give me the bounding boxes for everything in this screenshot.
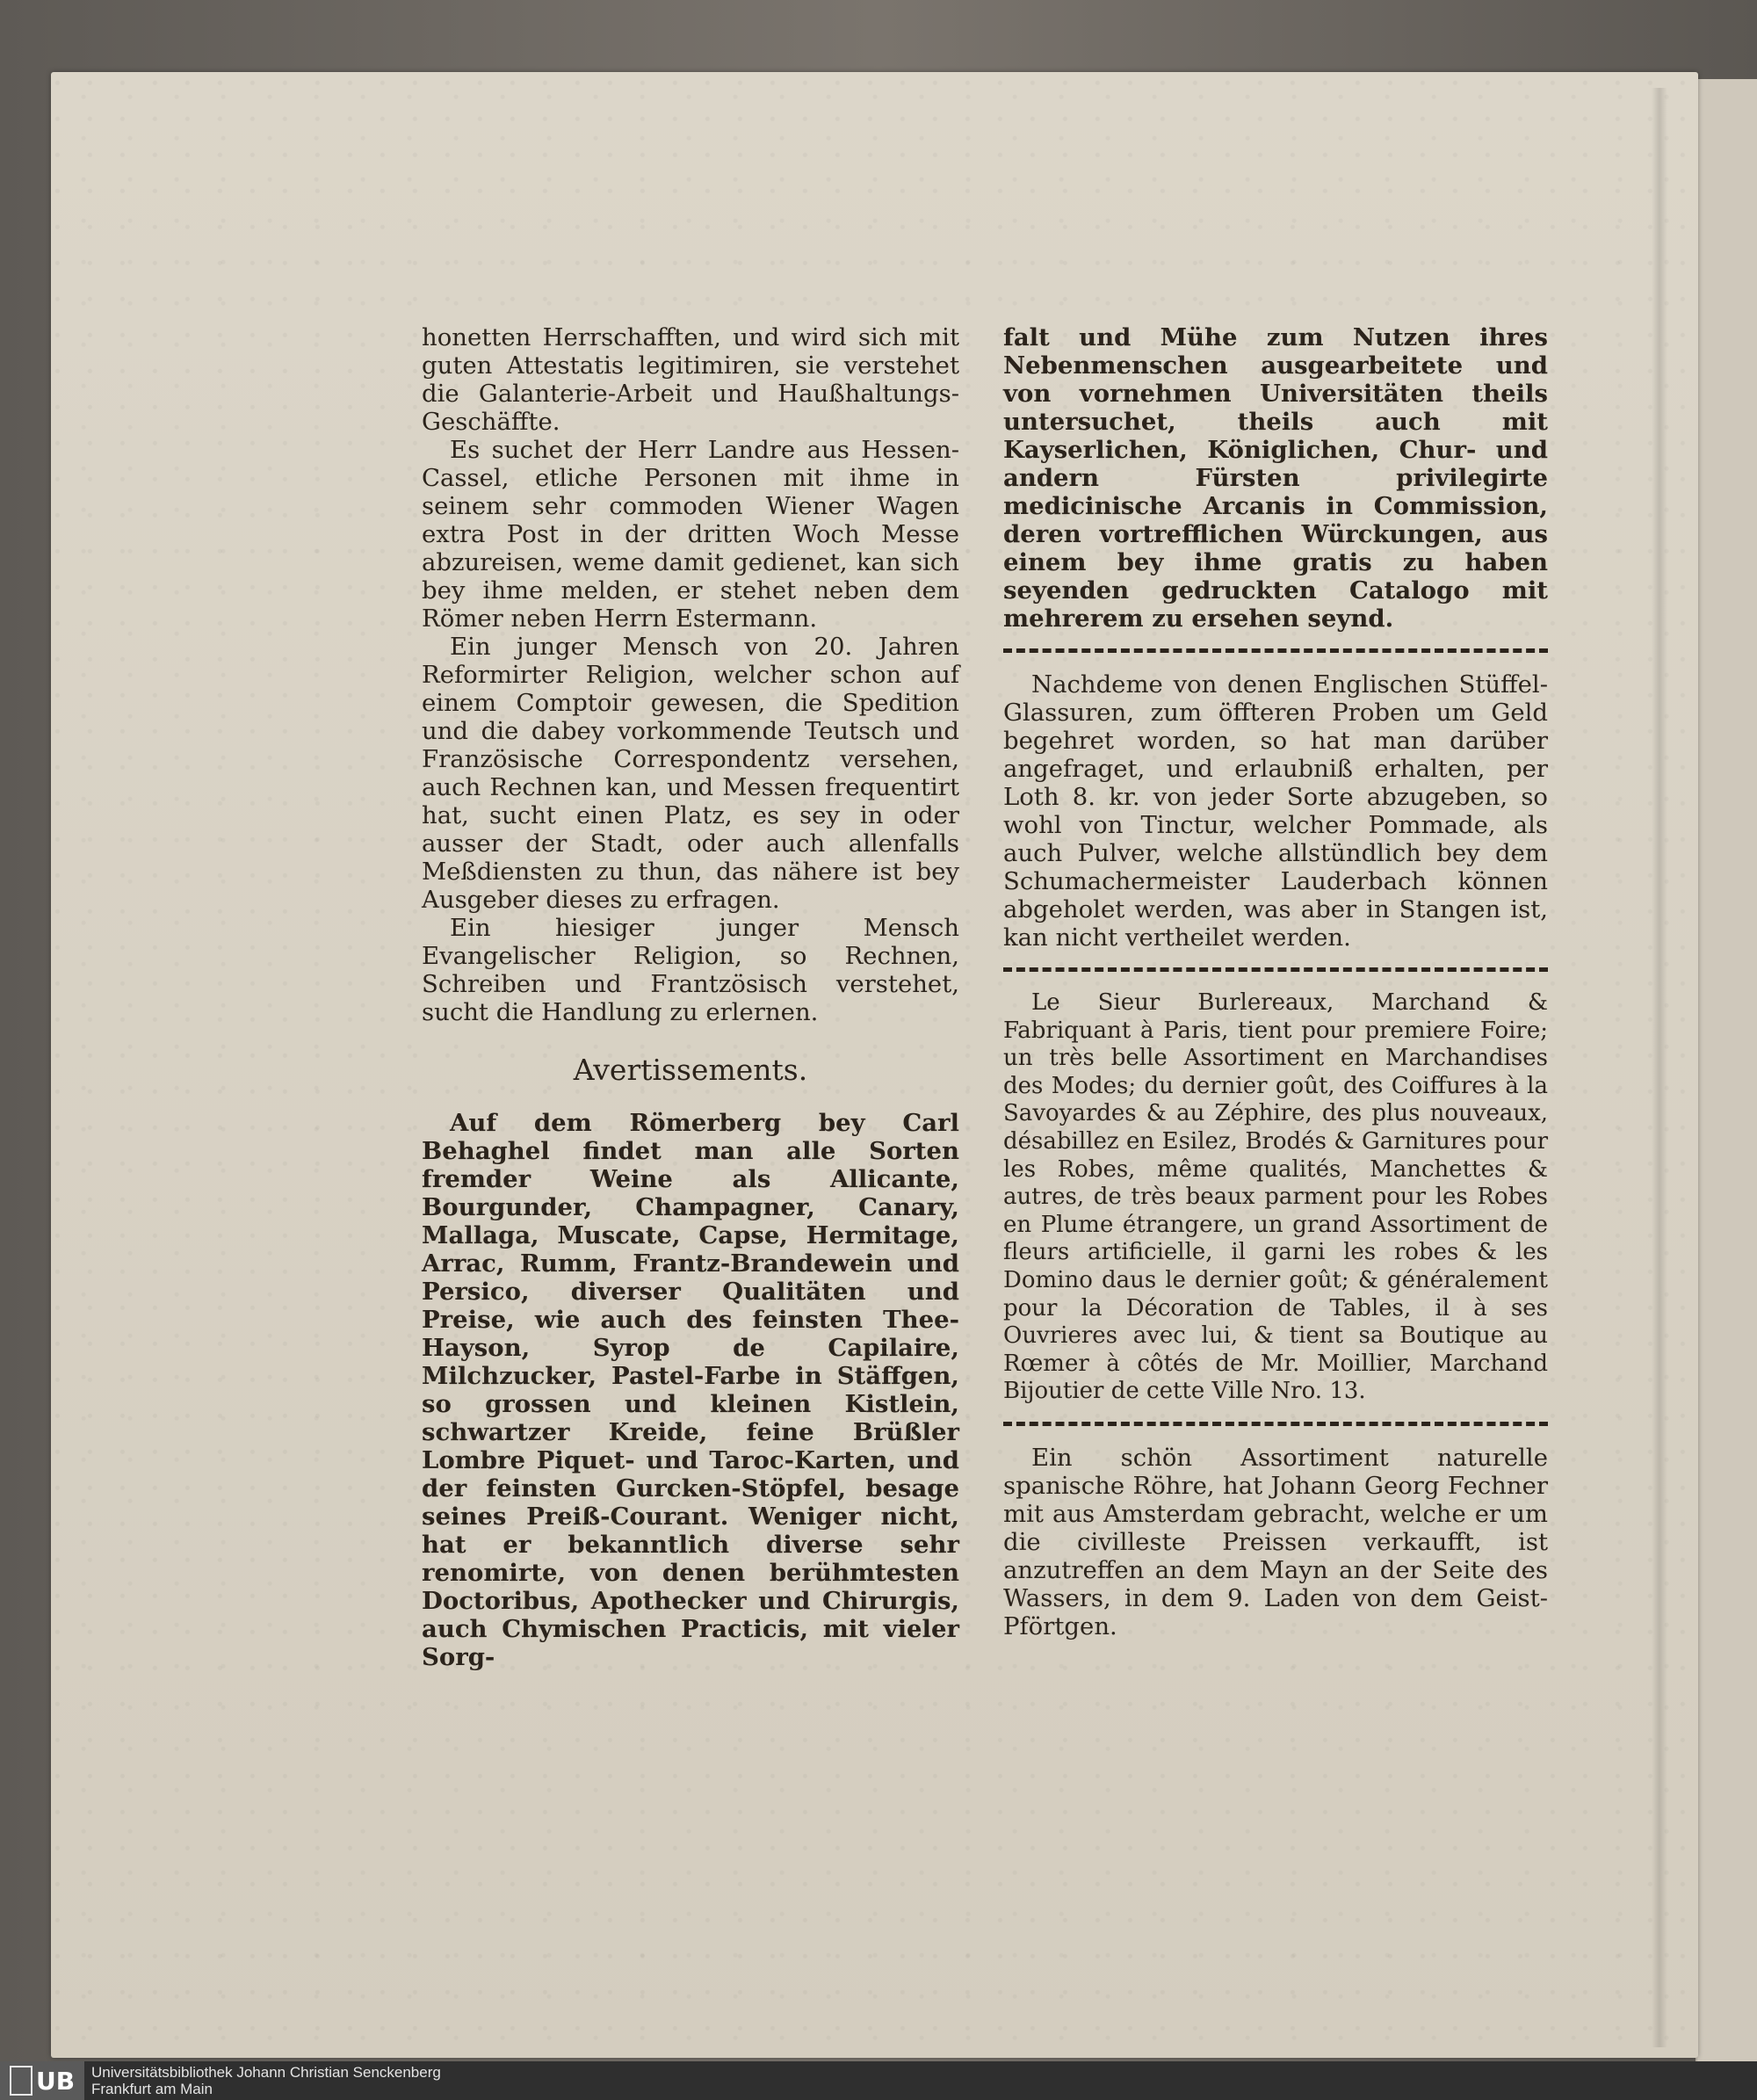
footer-line-2: Frankfurt am Main bbox=[91, 2081, 213, 2097]
adjacent-page-edge bbox=[1696, 79, 1757, 2065]
notice-fechner: Ein schön Assortiment naturelle spanische Röhre, hat Johann Georg Fechner mit aus Amsterdam gebracht, welche er um die civilleste Preissen verkaufft, ist anzutreffen an dem Mayn an der Seite des Wassers, in dem 9. Laden von dem Geist-Pförtgen. bbox=[1003, 1443, 1548, 1640]
divider-rule bbox=[1003, 648, 1548, 653]
footer-line-1: Universitätsbibliothek Johann Christian Senckenberg bbox=[91, 2064, 441, 2081]
divider-rule bbox=[1003, 967, 1548, 972]
footer-credit bbox=[91, 2064, 441, 2097]
paragraph-junger-mensch: Ein junger Mensch von 20. Jahren Reformirter Religion, welcher schon auf einem Comptoir gewesen, die Spedition und die dabey vorkommende Teutsch und Französische Correspondentz versehen, auch Rechnen kan, und Messen frequentirt hat, sucht einen Platz, es sey in oder ausser der Stadt, oder auch allenfalls Meßdiensten zu thun, das nähere ist bey Ausgeber dieses zu erfragen. bbox=[422, 633, 959, 914]
paragraph-herrschafften: honetten Herrschafften, und wird sich mit guten Attestatis legitimiren, sie verstehet die Galanterie-Arbeit und Haußhaltungs-Geschäffte. bbox=[422, 323, 959, 436]
divider-rule bbox=[1003, 1422, 1548, 1426]
logo-text: UB bbox=[35, 2066, 76, 2096]
advert-continuation: falt und Mühe zum Nutzen ihres Nebenmenschen ausgearbeitete und von vornehmen Universitäten theils untersuchet, theils auch mit Kayserlichen, Königlichen, Chur- und andern Fürsten privilegirte medicinische Arcanis in Commission, deren vortrefflichen Würckungen, aus einem bey ihme gratis zu haben seyenden gedruckten Catalogo mit mehrerem zu ersehen seynd. bbox=[1003, 323, 1548, 633]
advert-behaghel: Auf dem Römerberg bey Carl Behaghel findet man alle Sorten fremder Weine als Allicante, Bourgunder, Champagner, Canary, Mallaga, Muscate, Capse, Hermitage, Arrac, Rumm, Frantz-Brandewein und Persico, diverser Qualitäten und Preise, wie auch des feinsten Thee-Hayson, Syrop de Capilaire, Milchzucker, Pastel-Farbe in Stäffgen, so grossen und kleinen Kistlein, schwartzer Kreide, feine Brüßler Lombre Piquet- und Taroc-Karten, und der feinsten Gurcken-Stöpfel, besage seines Preiß-Courant. Weniger nicht, hat er bekanntlich diverse sehr renomirte, von denen berühmtesten Doctoribus, Apothecker und Chirurgis, auch Chymischen Practicis, mit vieler Sorg- bbox=[422, 1109, 959, 1671]
library-logo bbox=[0, 2061, 84, 2100]
page-fold bbox=[1652, 88, 1667, 2047]
section-heading: Avertissements. bbox=[573, 1053, 808, 1087]
paragraph-landre: Es suchet der Herr Landre aus Hessen-Cassel, etliche Personen mit ihme in seinem sehr commoden Wiener Wagen extra Post in der dritten Woch Messe abzureisen, weme damit gedienet, kan sich bey ihme melden, er stehet neben dem Römer neben Herrn Estermann. bbox=[422, 436, 959, 633]
paragraph-hiesiger-mensch: Ein hiesiger junger Mensch Evangelischer Religion, so Rechnen, Schreiben und Frantzösisch verstehet, sucht die Handlung zu erlernen. bbox=[422, 914, 959, 1026]
notice-glassuren: Nachdeme von denen Englischen Stüffel-Glassuren, zum öffteren Proben um Geld begehret worden, so hat man darüber angefraget, und erlaubniß erhalten, per Loth 8. kr. von jeder Sorte abzugeben, so wohl von Tinctur, welcher Pommade, als auch Pulver, welche allstündlich bey dem Schumachermeister Lauderbach können abgeholet werden, was aber in Stangen ist, kan nicht vertheilet werden. bbox=[1003, 670, 1548, 952]
left-column bbox=[422, 323, 959, 1671]
library-emblem-icon bbox=[10, 2066, 33, 2096]
notice-burlereaux: Le Sieur Burlereaux, Marchand & Fabriquant à Paris, tient pour premiere Foire; un très belle Assortiment en Marchandises des Modes; du dernier goût, des Coiffures à la Savoyardes & au Zéphire, des plus nouveaux, désabillez en Esilez, Brodés & Garnitures pour les Robes, même qualités, Manchettes & autres, de très beaux parment pour les Robes en Plume étrangere, un grand Assortiment de fleurs artificielle, il garni les robes & les Domino daus le dernier goût; & généralement pour la Décoration de Tables, il à ses Ouvrieres avec lui, & tient sa Boutique au Rœmer à côtés de Mr. Moillier, Marchand Bijoutier de cette Ville Nro. 13. bbox=[1003, 989, 1548, 1405]
right-column bbox=[1003, 323, 1548, 1640]
